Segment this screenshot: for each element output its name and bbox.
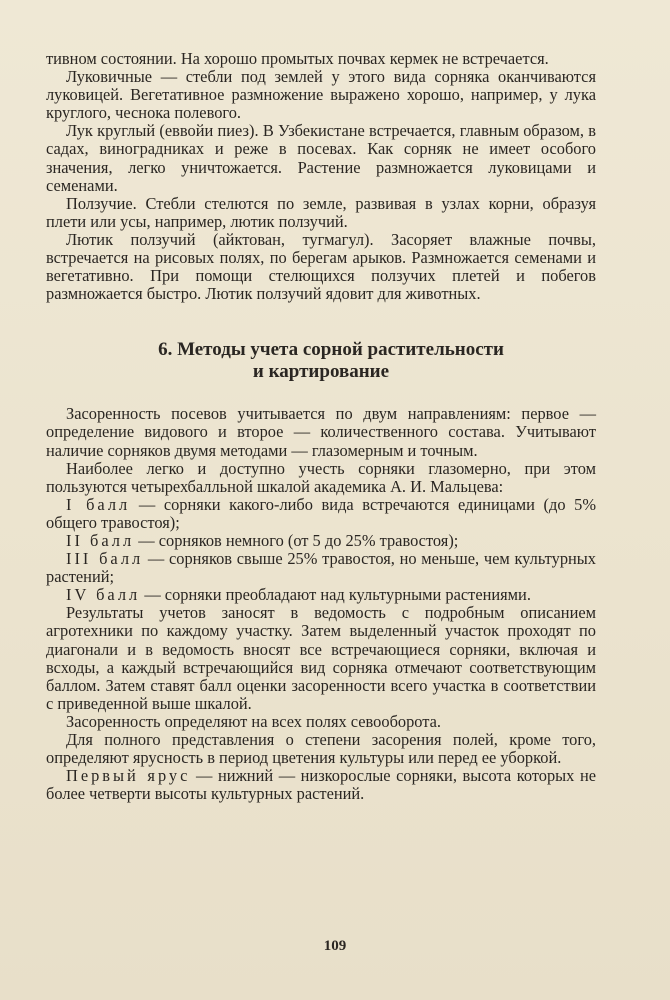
paragraph <box>46 767 596 803</box>
paragraph: тивном состоянии. На хорошо промытых почвах кермек не встречается. <box>46 49 549 68</box>
scale-text: — сорняки какого-либо вида встречаются единицами (до 5% общего травостоя); <box>46 494 596 532</box>
scale-grade: III балл <box>66 549 144 569</box>
heading-line-1: 6. Методы учета сорной растительности <box>158 339 504 361</box>
scale-text: — сорняки преобладают над культурными растениями. <box>140 585 531 605</box>
paragraph: Результаты учетов заносят в ведомость с подробным описанием агротехники по каждому участку. Затем выделенный участок проходят по диагонали и в ведомость вносят все встречающиеся сорняки, включая и всходы, а каждый встречающийся вид сорняка отмечают соответствующим баллом. Затем ставят балл оценки засоренности всего участка в соответствии с приведенной выше шкалой. <box>46 603 596 713</box>
scale-text: — сорняков свыше 25% травостоя, но меньше, чем культурных растений; <box>46 549 596 587</box>
scale-item <box>46 532 596 550</box>
tier-term: Первый ярус <box>66 766 191 786</box>
scale-grade: IV балл <box>66 585 141 605</box>
body-text <box>46 50 596 803</box>
paragraph: Для полного представления о степени засорения полей, кроме того, определяют ярусность в период цветения культуры или перед ее уборкой. <box>46 730 596 768</box>
paragraph: Луковичные — стебли под землей у этого вида сорняка оканчиваются луковицей. Вегетативное размножение выражено хорошо, например, у лука круглого, чеснока полевого. <box>46 67 596 123</box>
scale-item <box>46 550 596 586</box>
scale-item <box>46 586 596 604</box>
scale-text: — сорняков немного (от 5 до 25% травостоя); <box>134 530 459 550</box>
scale-grade: I балл <box>66 494 131 514</box>
paragraph: Лютик ползучий (айктован, тугмагул). Засоряет влажные почвы, встречается на рисовых полях, по берегам арыков. Размножается семенами и вегетативно. При помощи стелющихся ползучих плетей и побегов размножается быстро. Лютик ползучий ядовит для животных. <box>46 229 596 304</box>
paragraph: Лук круглый (еввойи пиез). В Узбекистане встречается, главным образом, в садах, виноградниках и реже в посевах. Как сорняк не имеет особого значения, легко уничтожается. Растение размножается луковицами и семенами. <box>46 121 596 195</box>
scale-grade: II балл <box>66 530 135 550</box>
paragraph: Наиболее легко и доступно учесть сорняки глазомерно, при этом пользуются четырехбалльной шкалой академика А. И. Мальцева: <box>46 458 596 496</box>
heading-line-2: и картирование <box>252 361 390 383</box>
tier-text: — нижний — низкорослые сорняки, высота которых не более четверти высоты культурных растений. <box>46 766 596 804</box>
paragraph: Засоренность посевов учитывается по двум направлениям: первое — определение видового и второе — количественного состава. Учитывают наличие сорняков двумя методами — глазомерным и точным. <box>46 404 596 460</box>
section-heading <box>46 339 596 383</box>
paragraph: Ползучие. Стебли стелются по земле, развивая в узлах корни, образуя плети или усы, например, лютик ползучий. <box>46 193 596 231</box>
page-number: 109 <box>323 938 347 954</box>
paragraph: Засоренность определяют на всех полях севооборота. <box>66 711 442 731</box>
scale-item <box>46 496 596 532</box>
